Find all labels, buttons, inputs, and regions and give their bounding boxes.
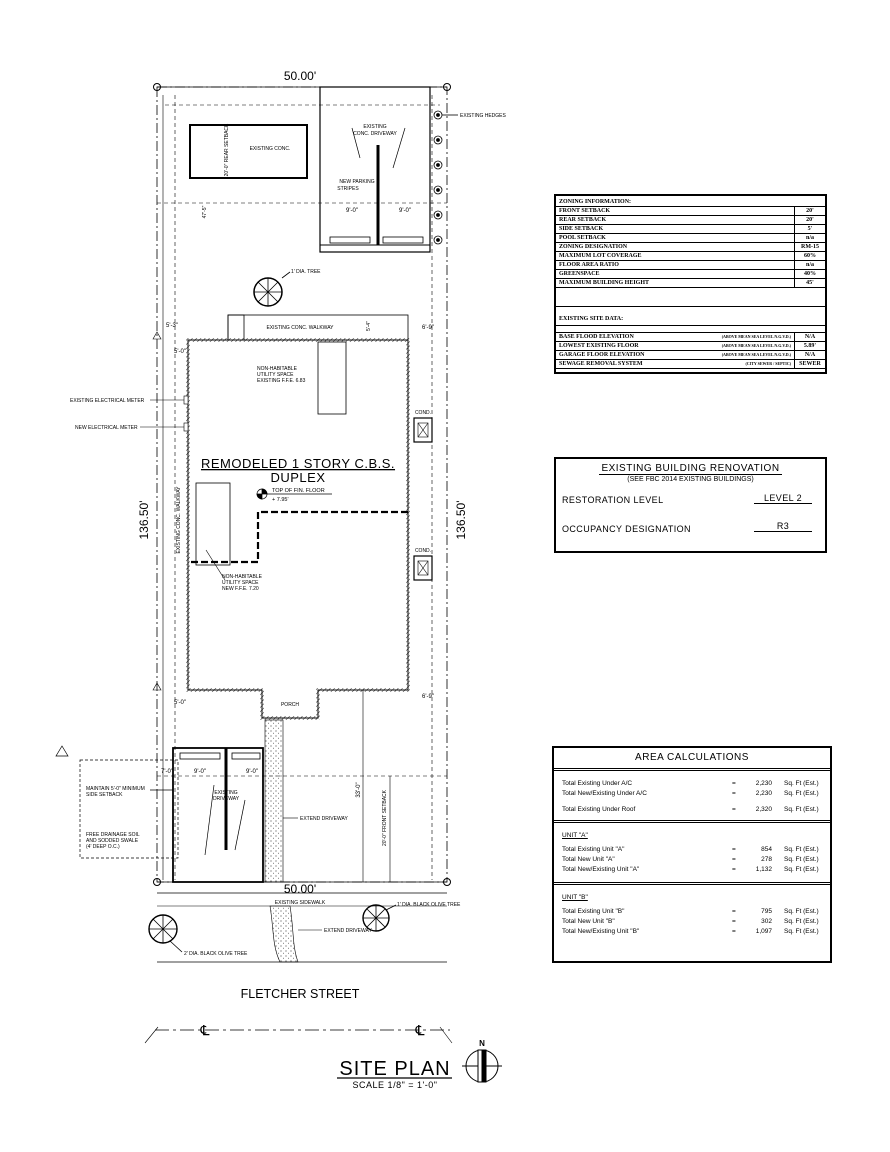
plan-label: 6'-9"	[422, 694, 434, 700]
plan-label: 9'-0"	[399, 208, 411, 214]
zoning-row	[556, 252, 825, 261]
driveway-extension	[265, 720, 283, 882]
zoning-row-value: 5'	[794, 225, 825, 233]
area-row-label: Total New/Existing Under A/C	[562, 790, 647, 797]
area-row-value: 278	[761, 856, 772, 863]
area-row-value: 302	[761, 918, 772, 925]
zoning-row	[556, 234, 825, 243]
area-row-value: 1,132	[755, 866, 772, 873]
restoration-level-value: LEVEL 2	[754, 493, 812, 504]
area-row	[562, 806, 826, 816]
area-row-equals: =	[732, 866, 736, 873]
plan-label: 5'-4"	[366, 321, 372, 331]
zoning-row-label: MAXIMUM BUILDING HEIGHT	[559, 280, 650, 286]
area-row-unit: Sq. Ft (Est.)	[784, 866, 819, 873]
dim-bottom: 50.00'	[283, 882, 317, 896]
area-row	[562, 780, 826, 790]
plan-label: PORCH	[280, 702, 300, 708]
plan-label: 5'-0"	[174, 349, 186, 355]
area-row-value: 2,320	[755, 806, 772, 813]
zoning-row	[556, 333, 825, 342]
area-row-value: 854	[761, 846, 772, 853]
zoning-row-label: SEWAGE REMOVAL SYSTEM	[559, 361, 643, 367]
zoning-row-value: n/a	[794, 234, 825, 242]
occupancy-label: OCCUPANCY DESIGNATION	[562, 524, 691, 534]
zoning-row	[556, 225, 825, 234]
plan-label: 9'-0"	[346, 208, 358, 214]
area-row-unit: Sq. Ft (Est.)	[784, 790, 819, 797]
plan-label: 6'-9"	[422, 325, 434, 331]
plan-label: NEW F.F.E. 7.20	[222, 586, 259, 592]
zoning-row	[556, 207, 825, 216]
zoning-row-value: n/a	[794, 261, 825, 269]
zoning-row	[556, 351, 825, 360]
plan-label: EXISTING CONC. WALKWAY	[176, 486, 182, 554]
zoning-row-value: 5.89'	[794, 342, 825, 350]
area-row-label: Total Existing Under A/C	[562, 780, 633, 787]
plan-label: 9'-0"	[194, 769, 206, 775]
zoning-row-label: REAR SETBACK	[559, 217, 607, 223]
building-title: REMODELED 1 STORY C.B.S.	[200, 456, 396, 471]
rear-driveway	[320, 87, 430, 252]
zoning-row-note: (ABOVE MEAN SEA LEVEL N.G.V.D.)	[721, 334, 791, 339]
building-outline	[188, 340, 408, 718]
zoning-row-value: 40%	[794, 270, 825, 278]
dim-right: 136.50'	[454, 500, 468, 540]
zoning-row-value: 45'	[794, 279, 825, 287]
zoning-info-table	[554, 194, 827, 374]
plan-label: COND.	[414, 410, 432, 416]
zoning-row-label: SIDE SETBACK	[559, 226, 604, 232]
area-row-value: 2,230	[755, 780, 772, 787]
existing-hedges	[434, 111, 458, 244]
plan-label: EXISTING	[363, 124, 387, 130]
area-row-unit: Sq. Ft (Est.)	[784, 806, 819, 813]
plan-label: STRIPES	[337, 186, 359, 192]
area-row	[562, 790, 826, 800]
unit-a-header: UNIT "A"	[562, 832, 588, 839]
zoning-row	[556, 243, 825, 252]
area-row	[562, 918, 826, 928]
occupancy-value: R3	[754, 521, 812, 532]
area-row-equals: =	[732, 908, 736, 915]
zoning-row	[556, 261, 825, 270]
drawing-scale: SCALE 1/8" = 1'-0"	[352, 1080, 438, 1090]
area-row	[562, 856, 826, 866]
plan-label: MAINTAIN 5'-0" MINIMUM	[86, 786, 145, 792]
plan-label: (4' DEEP O.C.)	[86, 844, 120, 850]
zoning-row-label: LOWEST EXISTING FLOOR	[559, 343, 639, 349]
plan-label: EXTEND DRIVEWAY	[300, 816, 348, 822]
area-row-unit: Sq. Ft (Est.)	[784, 928, 819, 935]
area-row-equals: =	[732, 928, 736, 935]
plan-label: UTILITY SPACE	[257, 372, 294, 378]
area-row-equals: =	[732, 780, 736, 787]
plan-label: 7'-0"	[161, 769, 173, 775]
zoning-row-label: FRONT SETBACK	[559, 208, 611, 214]
zoning-row-value: N/A	[794, 333, 825, 341]
renovation-box	[554, 457, 827, 553]
zoning-row-note: (CITY SEWER / SEPTIC)	[745, 361, 791, 366]
plan-label: EXISTING	[214, 790, 238, 796]
zoning-row-label: MAXIMUM LOT COVERAGE	[559, 253, 642, 259]
area-calculations-table	[552, 746, 832, 963]
zoning-row	[556, 279, 825, 288]
plan-label: 20'-0" REAR SETBACK	[224, 123, 230, 177]
area-row-label: Total Existing Unit "B"	[562, 908, 625, 915]
plan-label: NON-HABITABLE	[257, 366, 297, 372]
area-row-equals: =	[732, 918, 736, 925]
plan-label: ℄	[200, 1022, 210, 1038]
area-row-label: Total New/Existing Unit "B"	[562, 928, 640, 935]
zoning-row-value: 60%	[794, 252, 825, 260]
area-row-value: 1,097	[755, 928, 772, 935]
plan-label: NON-HABITABLE	[222, 574, 262, 580]
area-row-unit: Sq. Ft (Est.)	[784, 846, 819, 853]
plan-label: UTILITY SPACE	[222, 580, 259, 586]
plan-label: 9'-0"	[246, 769, 258, 775]
plan-label: EXISTING CONC.	[249, 146, 291, 152]
plan-label: + 7.95'	[272, 497, 289, 503]
plan-label: SIDE SETBACK	[86, 792, 123, 798]
unit-b-header: UNIT "B"	[562, 894, 588, 901]
plan-label: 47'-5"	[202, 205, 208, 219]
zoning-row-value: RM-15	[794, 243, 825, 251]
zoning-row-label: POOL SETBACK	[559, 235, 606, 241]
dim-top: 50.00'	[283, 69, 317, 83]
zoning-row-label: FLOOR AREA RATIO	[559, 262, 619, 268]
area-row-label: Total Existing Unit "A"	[562, 846, 625, 853]
zoning-row-note: (ABOVE MEAN SEA LEVEL N.G.V.D.)	[721, 343, 791, 348]
plan-label: NEW PARKING	[339, 179, 375, 185]
zoning-row	[556, 342, 825, 351]
plan-label: 20'-0" FRONT SETBACK	[382, 790, 388, 846]
street-name: FLETCHER STREET	[240, 987, 360, 1001]
area-row-unit: Sq. Ft (Est.)	[784, 856, 819, 863]
restoration-level-label: RESTORATION LEVEL	[562, 495, 664, 505]
area-row-value: 795	[761, 908, 772, 915]
drawing-title: SITE PLAN	[339, 1058, 451, 1080]
plan-label: EXISTING F.F.E. 6.83	[257, 378, 306, 384]
zoning-row-value: SEWER	[794, 360, 825, 368]
area-row-unit: Sq. Ft (Est.)	[784, 908, 819, 915]
area-row-unit: Sq. Ft (Est.)	[784, 780, 819, 787]
plan-label: 1' DIA. TREE	[291, 269, 321, 275]
plan-label: EXISTING CONC. WALKWAY	[266, 325, 334, 331]
area-row-value: 2,230	[755, 790, 772, 797]
area-row	[562, 846, 826, 856]
plan-label: ℄	[415, 1022, 425, 1038]
area-row-equals: =	[732, 790, 736, 797]
plan-label: EXISTING HEDGES	[460, 113, 506, 119]
zoning-row-label: GREENSPACE	[559, 271, 600, 277]
zoning-row	[556, 360, 825, 369]
plan-label: 33'-0"	[356, 782, 362, 798]
plan-label: FREE DRAINAGE SOIL	[86, 832, 140, 838]
zoning-row	[556, 216, 825, 225]
zoning-row-value: 20'	[794, 216, 825, 224]
plan-label: 5'-0"	[174, 700, 186, 706]
zoning-row-note: (ABOVE MEAN SEA LEVEL N.G.V.D.)	[721, 352, 791, 357]
zoning-row-value: N/A	[794, 351, 825, 359]
plan-label: COND.	[414, 548, 432, 554]
area-row-equals: =	[732, 856, 736, 863]
area-row	[562, 908, 826, 918]
plan-label: 2' DIA. BLACK OLIVE TREE	[184, 951, 248, 957]
plan-label: EXISTING SIDEWALK	[274, 900, 326, 906]
renovation-subtitle: (SEE FBC 2014 EXISTING BUILDINGS)	[627, 476, 754, 483]
renovation-title: EXISTING BUILDING RENOVATION	[601, 463, 780, 474]
plan-label: 1' DIA. BLACK OLIVE TREE	[397, 902, 461, 908]
north-arrow-icon	[462, 1050, 502, 1082]
site-data-header: EXISTING SITE DATA:	[556, 306, 825, 326]
area-row-label: Total Existing Under Roof	[562, 806, 636, 813]
plan-label: CONC. DRIVEWAY	[353, 131, 397, 137]
plan-label: TOP OF FIN. FLOOR	[272, 488, 325, 494]
plan-label: DRIVEWAY	[212, 796, 240, 802]
dim-left: 136.50'	[137, 500, 151, 540]
area-row	[562, 928, 826, 938]
rear-tree-icon	[254, 272, 290, 306]
plan-label: EXISTING ELECTRICAL METER	[70, 398, 145, 404]
area-row-label: Total New Unit "A"	[562, 856, 615, 863]
plan-label: N	[479, 1039, 485, 1048]
area-row-label: Total New/Existing Unit "A"	[562, 866, 640, 873]
zoning-row-label: ZONING DESIGNATION	[559, 244, 628, 250]
area-title: AREA CALCULATIONS	[554, 748, 830, 771]
zoning-row-label: GARAGE FLOOR ELEVATION	[559, 352, 645, 358]
plan-label: EXTEND DRIVEWAY	[324, 928, 372, 934]
plan-label: NEW ELECTRICAL METER	[75, 425, 138, 431]
area-row-equals: =	[732, 846, 736, 853]
plan-label: 5'-3"	[166, 323, 178, 329]
area-row-label: Total New Unit "B"	[562, 918, 615, 925]
plan-label: DUPLEX	[270, 470, 326, 485]
zoning-header: ZONING INFORMATION:	[556, 196, 825, 207]
zoning-row	[556, 270, 825, 279]
area-row	[562, 866, 826, 876]
condenser-units	[414, 418, 432, 580]
zoning-row-value: 20'	[794, 207, 825, 215]
area-row-unit: Sq. Ft (Est.)	[784, 918, 819, 925]
plan-label: AND SODDED SWALE	[86, 838, 139, 844]
area-row-equals: =	[732, 806, 736, 813]
zoning-row-label: BASE FLOOD ELEVATION	[559, 334, 634, 340]
